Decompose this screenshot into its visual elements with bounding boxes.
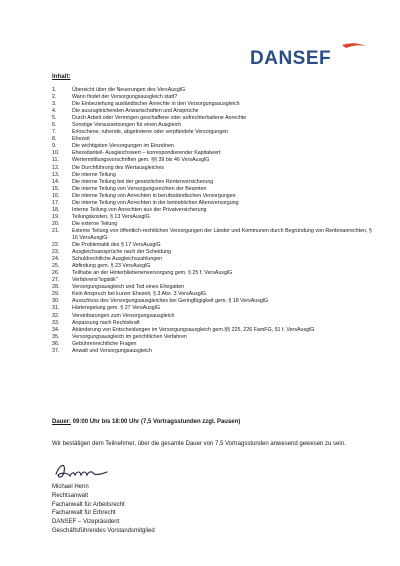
- toc-item: [52, 327, 372, 334]
- toc-item-number: 16.: [52, 192, 60, 199]
- toc-item-text: Abfindung gem. § 23 VersAusglG: [72, 263, 151, 270]
- toc-item: [52, 165, 372, 172]
- toc-item-text: Die interne Teilung: [72, 171, 116, 178]
- toc-item-number: 11.: [52, 157, 59, 164]
- toc-item-text: Die interne Teilung von Anrechten in berufsständischen Versorgungen: [72, 192, 236, 199]
- toc-item: [52, 256, 372, 263]
- toc-item-number: 10.: [52, 150, 60, 157]
- duration-value: 09:00 Uhr bis 18:00 Uhr (7,5 Vortragsstunden zzgl. Pausen): [71, 419, 241, 425]
- dansef-logo: [250, 42, 370, 72]
- toc-item-number: 14.: [52, 178, 60, 185]
- toc-item-text: Übersicht über die Neuerungen des VersAusglG: [72, 87, 186, 93]
- signature-line: Rechtsanwalt: [52, 492, 89, 499]
- toc-item: [52, 291, 372, 298]
- toc-item: [52, 136, 372, 143]
- toc-item-text: Die interne Teilung von Versorgungsrechten der Beamten: [72, 185, 207, 192]
- toc-item-text: Die auszugleichenden Anwartschaften und Ansprüche: [72, 108, 199, 115]
- toc-item: [52, 249, 372, 256]
- toc-item-text: Die Problematik des § 17 VersAusglG: [72, 242, 161, 249]
- toc-item-number: 36.: [52, 340, 60, 347]
- toc-item: [52, 334, 372, 341]
- toc-item-text: Anwalt und Versorgungsausgleich: [72, 347, 152, 354]
- toc-item-number: 26.: [52, 270, 60, 277]
- toc-item-text: Sonstige Voraussetzungen für einen Ausgleich: [72, 122, 182, 129]
- toc-item-text: Kein Anspruch bei kurzer Ehezeit, § 3 Abs. 3 VersAusglG: [72, 291, 206, 298]
- toc-item-number: 23.: [52, 249, 60, 256]
- toc-item-number: 6.: [52, 122, 57, 129]
- toc-item-number: 34.: [52, 326, 60, 333]
- toc-item: [52, 193, 372, 200]
- toc-item-number: 33.: [52, 319, 60, 326]
- table-of-contents: [52, 87, 372, 355]
- toc-item: [52, 284, 372, 291]
- toc-item: [52, 172, 372, 179]
- toc-item: [52, 122, 372, 129]
- toc-item: [52, 228, 372, 242]
- toc-item-text: Wann findet der Versorgungsausgleich statt?: [72, 94, 178, 101]
- attendance-confirmation: Wir bestätigen dem Teilnehmer, über die gesamte Dauer von 7,5 Vortragsstunden anwesend gewesen zu sein.: [52, 441, 346, 447]
- toc-item-text: Schuldrechtliche Ausgleichszahlungen: [72, 256, 163, 263]
- contents-heading: Inhalt:: [52, 73, 71, 80]
- toc-item-text: Interne Teilung von Anrechten aus der Privatversicherung: [72, 206, 207, 213]
- toc-item-text: Teilhabe an der Hinterbliebenenversorgung gem. § 25 f. VersAusglG: [72, 270, 233, 277]
- toc-item-text: Abänderung von Entscheidungen im Versorgungsausgleich gem.§§ 225, 226 FamFG, 51 f. VersAusglG: [72, 326, 315, 333]
- toc-item: [52, 348, 372, 355]
- toc-item-text: Verfahrens"logistik": [72, 277, 118, 284]
- signature-line: Geschäftsführendes Vorstandsmitglied: [52, 527, 155, 534]
- toc-item-text: Anpassung nach Rechtskraft: [72, 319, 140, 326]
- toc-item: [52, 242, 372, 249]
- toc-item-text: Versorgungsausgleich im gerichtlichen Verfahren: [72, 333, 187, 340]
- toc-item: [52, 221, 372, 228]
- toc-item-number: 13.: [52, 171, 60, 178]
- toc-item-text: Härteregelung gem. § 27 VersAusglG: [72, 305, 161, 312]
- toc-item-number: 35.: [52, 333, 60, 340]
- toc-item-number: 29.: [52, 291, 60, 298]
- toc-item-text: Externe Teilung von öffentlich-rechtlichen Versorgungen der Länder und Kommunen durch Begründung von Rentenanrechten, § 16 VersAusglG: [72, 227, 372, 241]
- toc-item: [52, 179, 372, 186]
- toc-item: [52, 150, 372, 157]
- signature-line: Michael Henn: [52, 484, 89, 490]
- toc-item-text: Vereinbarungen zum Versorgungsausgleich: [72, 312, 175, 319]
- toc-item-text: Versorgungsausgleich und Tod eines Ehegatten: [72, 284, 185, 291]
- toc-item-number: 4.: [52, 108, 57, 115]
- toc-item: [52, 277, 372, 284]
- toc-item-text: Erloschene, ruhende, abgetretene oder verpfändete Versorgungen: [72, 129, 229, 136]
- toc-item: [52, 129, 372, 136]
- toc-item: [52, 207, 372, 214]
- toc-item-number: 31.: [52, 305, 60, 312]
- toc-item-number: 30.: [52, 298, 60, 305]
- toc-item-text: Wertermittlungsvorschriften gem. §§ 39 bis 46 VersAusglG: [72, 157, 210, 164]
- toc-item-number: 32.: [52, 312, 60, 319]
- toc-item-text: Gebührenrechtliche Fragen: [72, 340, 137, 347]
- toc-item-text: Die Einbeziehung ausländischer Anrechte in den Versorgungsausgleich: [72, 101, 240, 108]
- toc-item-number: 18.: [52, 206, 60, 213]
- toc-item: [52, 157, 372, 164]
- toc-item-number: 20.: [52, 220, 60, 227]
- toc-item-number: 15.: [52, 185, 60, 192]
- signature-line: DANSEF – Vizepräsident: [52, 519, 120, 526]
- toc-item-number: 2.: [52, 94, 57, 101]
- toc-item: [52, 108, 372, 115]
- toc-item-text: Ehezeitanteil- Ausgleichswert – korrespondierender Kapitalwert: [72, 150, 221, 157]
- toc-item-number: 19.: [52, 213, 60, 220]
- signature-line: Fachanwalt für Arbeitsrecht: [52, 501, 125, 508]
- toc-item-number: 37.: [52, 347, 60, 354]
- toc-item: [52, 320, 372, 327]
- toc-item-number: 17.: [52, 199, 60, 206]
- duration-line: [52, 419, 240, 425]
- toc-item-text: Die interne Teilung von Anrechten in der betrieblichen Altersversorgung: [72, 199, 239, 206]
- toc-item: [52, 270, 372, 277]
- toc-item-text: Die externe Teilung: [72, 220, 118, 227]
- toc-item-number: 22.: [52, 242, 60, 249]
- toc-item-number: 5.: [52, 115, 57, 122]
- toc-item-number: 3.: [52, 101, 57, 108]
- toc-item: [52, 341, 372, 348]
- toc-item-text: Die interne Teilung bei der gesetzlichen Rentenversicherung: [72, 178, 214, 185]
- toc-item-number: 7.: [52, 129, 57, 136]
- toc-item-text: Ehezeit: [72, 136, 90, 143]
- toc-item-number: 28.: [52, 284, 60, 291]
- toc-item: [52, 214, 372, 221]
- toc-item-number: 21.: [52, 227, 60, 234]
- signature-block: [52, 483, 155, 536]
- toc-item-number: 12.: [52, 164, 60, 171]
- toc-item: [52, 200, 372, 207]
- toc-item-text: Ausschluss des Versorgungsausgleiches bei Geringfügigkeit gem. § 18 VersAusglG: [72, 298, 269, 305]
- toc-item: [52, 94, 372, 101]
- toc-item: [52, 298, 372, 305]
- logo-wordmark: DANSEF: [250, 48, 332, 69]
- toc-item-number: 1.: [52, 87, 57, 93]
- toc-item: [52, 115, 372, 122]
- toc-item-text: Die Durchführung des Wertausgleiches: [72, 164, 165, 171]
- toc-item-number: 24.: [52, 256, 60, 263]
- toc-item: [52, 143, 372, 150]
- toc-item: [52, 87, 372, 94]
- toc-item-text: Teilungskosten, § 13 VersAusglG: [72, 213, 150, 220]
- toc-item-text: Ausgleichsansprüche nach der Scheidung: [72, 249, 171, 256]
- toc-item: [52, 101, 372, 108]
- toc-item: [52, 186, 372, 193]
- toc-item-number: 9.: [52, 143, 57, 150]
- toc-item: [52, 263, 372, 270]
- toc-item-number: 8.: [52, 136, 57, 143]
- toc-item-text: Durch Arbeit oder Vermögen geschaffene oder aufrechterhaltene Anrechte: [72, 115, 247, 122]
- toc-item: [52, 313, 372, 320]
- toc-item: [52, 305, 372, 312]
- signature-line: Fachanwalt für Erbrecht: [52, 510, 116, 517]
- toc-item-text: Die wichtigsten Versorgungen im Einzelnen: [72, 143, 174, 150]
- duration-label: Dauer:: [52, 419, 72, 425]
- toc-item-number: 25.: [52, 263, 60, 270]
- toc-item-number: 27.: [52, 277, 60, 284]
